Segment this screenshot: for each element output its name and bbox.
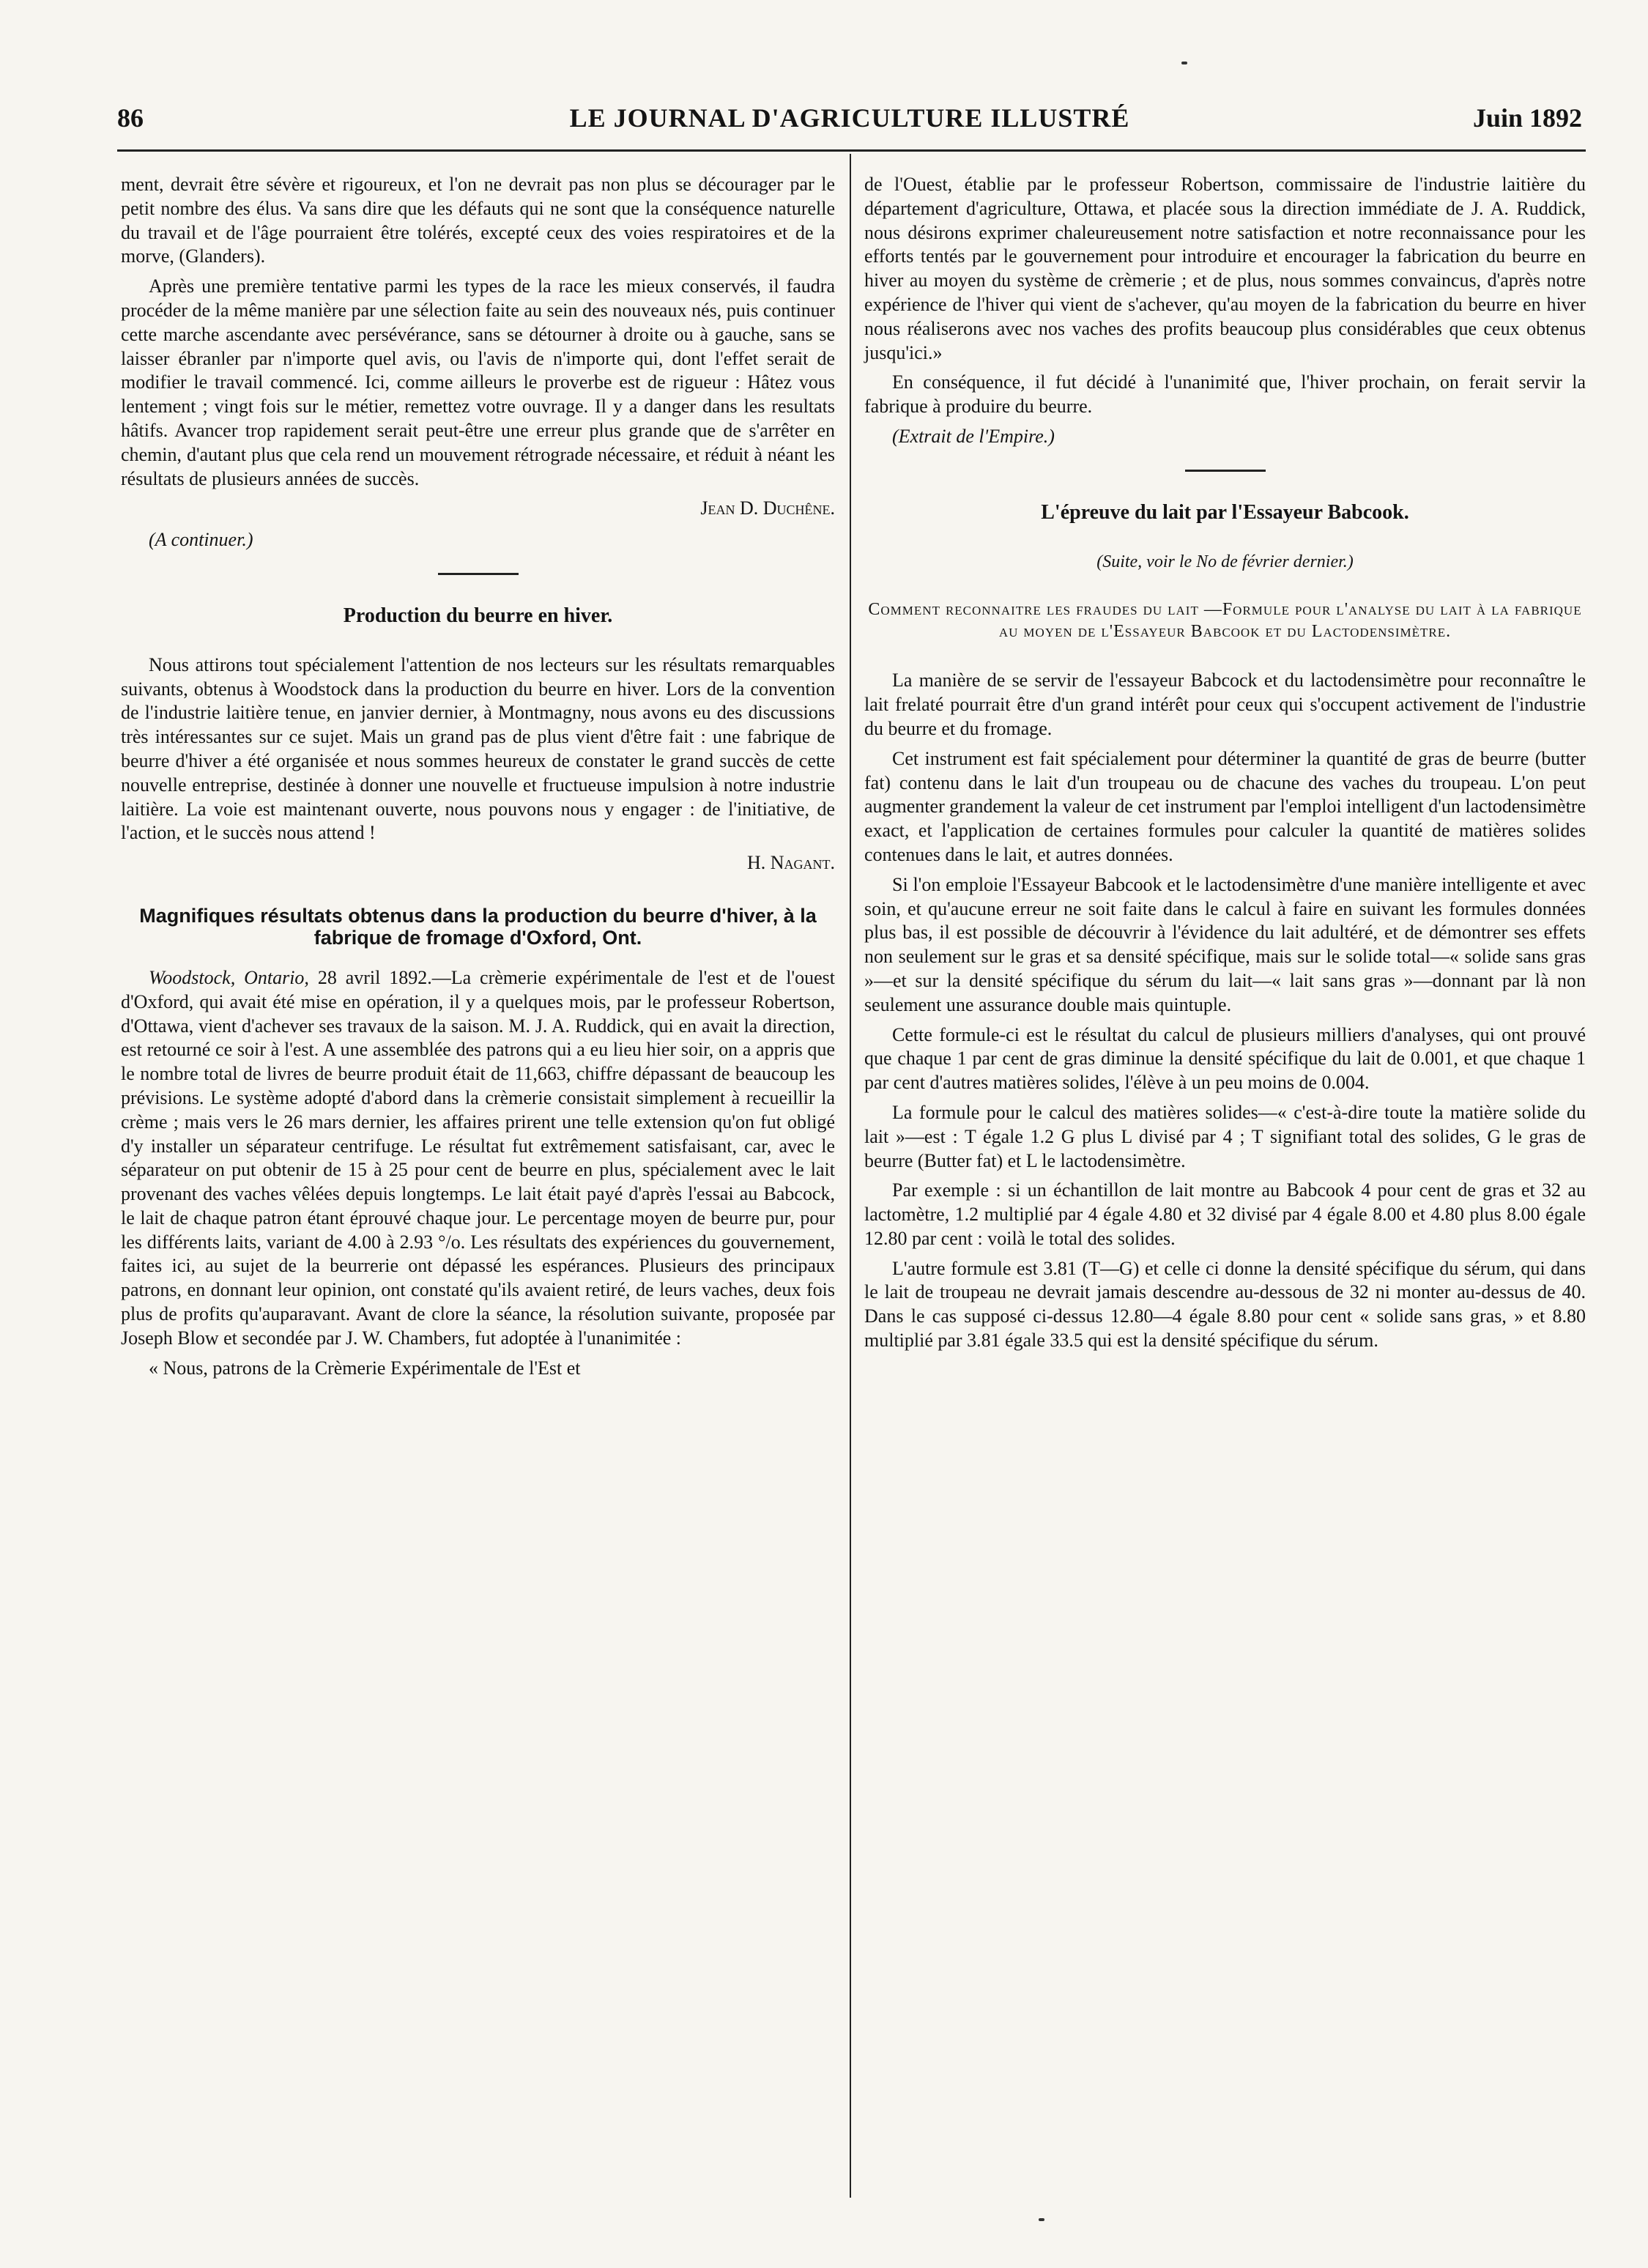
article-paragraph: Par exemple : si un échantillon de lait montre au Babcook 4 pour cent de gras et 32 au lactomètre, 1.2 multiplié par 4 égale 4.80 et 32 divisé par 4 égale 8.00 et 4.80 plus 8.00 égale 12.80 par cent : voilà le total des solides. bbox=[864, 1179, 1586, 1249]
right-column bbox=[864, 173, 1586, 1359]
page-number: 86 bbox=[117, 103, 144, 133]
article-paragraph: Après une première tentative parmi les types de la race les mieux conservés, il faudra procéder de la même manière par une sélection faite au sein des nouveaux nés, puis continuer cette marche ascendante avec persévérance, sans se détourner à droite ou à gauche, sans se laisser ébranler par n'importe quel avis, ou l'avis de n'importe qui, dont l'effet serait de modifier le travail commencé. Ici, comme ailleurs le proverbe est de rigueur : Hâtez vous lentement ; vingt fois sur le métier, remettez votre ouvrage. Il y a danger dans les resultats hâtifs. Avancer trop rapidement serait peut-être une erreur plus grande que de s'arrêter en chemin, d'autant plus que cela rend un mouvement rétrograde nécessaire, et réduit à néant les résultats de plusieurs années de succès. bbox=[121, 275, 835, 489]
column-divider bbox=[850, 154, 851, 2198]
article-paragraph: Nous attirons tout spécialement l'attention de nos lecteurs sur les résultats remarquables suivants, obtenus à Woodstock dans la production du beurre en hiver. Lors de la convention de l'industrie laitière tenue, en janvier dernier, à Montmagny, nous avons eu des discussions très intéressantes sur ce sujet. Mais un grand pas de plus vient d'être fait : une fabrique de beurre d'hiver a été organisée et nous sommes heureux de constater le grand succès de cette nouvelle entreprise, destinée à donner une nouvelle et fructueuse impulsion à notre industrie laitière. La voie est maintenant ouverte, nous pouvons nous y engager : de l'initiative, de l'action, et le succès nous attend ! bbox=[121, 653, 835, 844]
article-paragraph: En conséquence, il fut décidé à l'unanimité que, l'hiver prochain, on ferait servir la fabrique à produire du beurre. bbox=[864, 371, 1586, 418]
article-paragraph bbox=[121, 966, 835, 1351]
article-heading: L'épreuve du lait par l'Essayeur Babcook. bbox=[1041, 500, 1409, 524]
article-paragraph: Si l'on emploie l'Essayeur Babcook et le lactodensimètre d'une manière intelligente et avec soin, et qu'aucune erreur ne soit faite dans le calcul à faire en suivant les formules données plus bas, il est possible de découvrir à l'évidence du lait adultéré, et de démontrer ses effets non seulement sur le gras et sa densité spécifique, mais sur le solide total—« solide sans gras »—et sur la densité spécifique du sérum du lait—« lait sans gras »—donnant par là non seulement une assurance double mais quintuple. bbox=[864, 873, 1586, 1015]
article-text: 28 avril 1892.—La crèmerie expérimentale de l'est et de l'ouest d'Oxford, qui avait été mise en opération, il y a quelques mois, par le professeur Robertson, d'Ottawa, vient d'achever ses travaux de la saison. M. J. A. Ruddick, qui en avait la direction, est retourné ce soir à l'est. A une assemblée des patrons qui a eu lieu hier soir, on a appris que le nombre total de livres de beurre produit était de 11,663, chiffre dépassant de beaucoup les prévisions. Le système adopté d'abord dans la crèmerie consistait simplement à recueillir la crème ; mais vers le 26 mars dernier, les affaires prirent une telle extension qu'on fut obligé d'y installer un séparateur centrifuge. Le résultat fut extrêmement satisfaisant, car, avec le séparateur on put obtenir de 15 à 25 pour cent de beurre en plus, spécialement avec le lait provenant des vaches vêlées depuis longtemps. Le lait était payé d'après l'essai au Babcock, le lait de chaque patron étant éprouvé chaque jour. Le percentage moyen de beurre pur, pour les différents laits, variant de 4.00 à 2.93 °/o. Les résultats des expériences du gouvernement, faites ici, au sujet de la beurrerie ont dépassé les espérances. Plusieurs des principaux patrons, en donnant leur opinion, ont constaté qu'ils avaient retiré, de leurs vaches, deux fois plus de profits qu'auparavant. Avant de clore la séance, la résolution suivante, proposée par Joseph Blow et secondée par J. W. Chambers, fut adoptée à l'unanimitée : bbox=[121, 966, 835, 1349]
page-header bbox=[117, 103, 1582, 147]
left-column bbox=[121, 173, 835, 1386]
article-paragraph: « Nous, patrons de la Crèmerie Expérimentale de l'Est et bbox=[149, 1357, 581, 1379]
header-rule bbox=[117, 149, 1586, 152]
article-paragraph: La formule pour le calcul des matières solides—« c'est-à-dire toute la matière solide du lait »—est : T égale 1.2 G plus L divisé par 4 ; T signifiant total des solides, G le gras de beurre (Butter fat) et L le lactodensimètre. bbox=[864, 1101, 1586, 1171]
article-subheading: (Suite, voir le No de février dernier.) bbox=[1096, 552, 1354, 571]
section-separator bbox=[438, 573, 519, 575]
dateline: Woodstock, Ontario, bbox=[149, 966, 309, 988]
article-heading: Production du beurre en hiver. bbox=[343, 604, 613, 627]
print-speck bbox=[1181, 62, 1187, 64]
source-note: (Extrait de l'Empire.) bbox=[892, 425, 1055, 447]
section-separator bbox=[1185, 470, 1266, 472]
author-signature: H. Nagant. bbox=[746, 852, 835, 874]
section-heading: Comment reconnaitre les fraudes du lait —Formule pour l'analyse du lait à la fabrique au moyen de l'Essayeur Babcook et du Lactodensimètre. bbox=[868, 600, 1582, 642]
print-speck bbox=[1039, 2218, 1044, 2221]
article-paragraph: La manière de se servir de l'essayeur Babcock et du lactodensimètre pour reconnaître le lait frelaté pourrait être d'un grand intérêt pour ceux qui s'occupent activement de l'industrie du beurre et du fromage. bbox=[864, 670, 1586, 739]
article-paragraph: ment, devrait être sévère et rigoureux, et l'on ne devrait pas non plus se décourager par le petit nombre des élus. Va sans dire que les défauts qui ne sont que la conséquence naturelle du travail et de l'âge pourraient être tolérés, excepté ceux des voies respiratoires et de la morve, (Glanders). bbox=[121, 174, 835, 267]
article-paragraph: L'autre formule est 3.81 (T—G) et celle ci donne la densité spécifique du sérum, qui dans le lait de troupeau ne devrait jamais descendre au-dessous de 32 ni monter au-dessus de 40. Dans le cas supposé ci-dessus 12.80—4 égale 8.80 pour cent « solide sans gras, » et 8.80 multiplié par 3.81 égale 33.5 qui est la densité spécifique du sérum. bbox=[864, 1257, 1586, 1352]
article-paragraph: de l'Ouest, établie par le professeur Robertson, commissaire de l'industrie laitière du département d'agriculture, Ottawa, et placée sous la direction immédiate de J. A. Ruddick, nous désirons exprimer chaleureusement notre satisfaction et notre reconnaissance pour les efforts tentés par le gouvernement pour introduire et encourager la fabrication du beurre en hiver au moyen du système de crèmerie ; et de plus, nous sommes convaincus, d'après notre expérience de l'hiver qui vient de s'achever, qu'au moyen de la fabrication du beurre en hiver nous réaliserons avec nos vaches des profits beaucoup plus considérables que ceux obtenus jusqu'ici.» bbox=[864, 174, 1586, 363]
article-heading: Magnifiques résultats obtenus dans la production du beurre d'hiver, à la fabrique de fromage d'Oxford, Ont. bbox=[139, 904, 817, 949]
issue-date: Juin 1892 bbox=[1472, 103, 1582, 133]
continuation-note: (A continuer.) bbox=[149, 529, 253, 551]
author-signature: Jean D. Duchêne. bbox=[700, 497, 835, 519]
article-paragraph: Cette formule-ci est le résultat du calcul de plusieurs milliers d'analyses, qui ont prouvé que chaque 1 par cent de gras diminue la densité spécifique du lait de 0.001, et que chaque 1 par cent d'autres matières solides, l'élève à un peu moins de 0.004. bbox=[864, 1023, 1586, 1094]
article-paragraph: Cet instrument est fait spécialement pour déterminer la quantité de gras de beurre (butter fat) contenu dans le lait d'un troupeau ou de chacune des vaches du troupeau. L'on peut augmenter grandement la valeur de cet instrument par l'emploi intelligent d'un lactodensimètre exact, et l'application de certaines formules pour calculer la quantité de matières solides contenues dans le lait, et autres données. bbox=[864, 747, 1586, 865]
journal-title: LE JOURNAL D'AGRICULTURE ILLUSTRÉ bbox=[569, 103, 1130, 133]
